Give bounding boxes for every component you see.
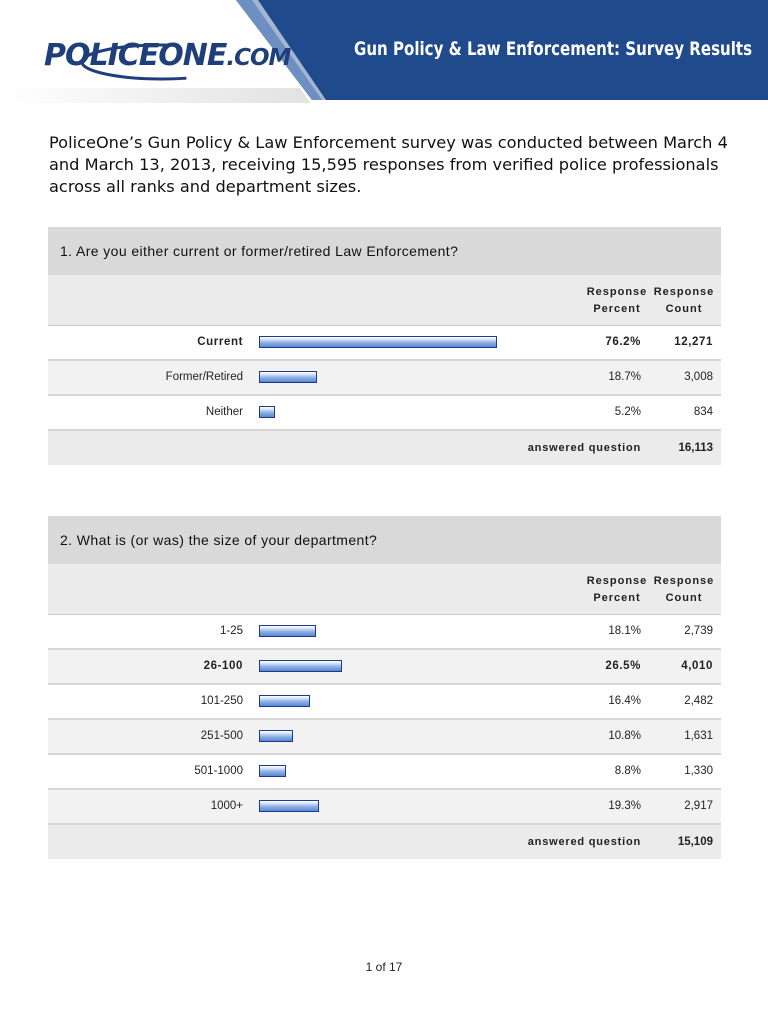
response-count: 1,631 [684, 730, 713, 742]
question-table-1 [48, 227, 721, 465]
response-rows [48, 615, 721, 825]
table-row [48, 650, 721, 685]
response-percent: 10.8% [608, 730, 641, 742]
table-header [48, 564, 721, 615]
response-rows [48, 326, 721, 431]
page-header [0, 0, 768, 103]
response-percent: 5.2% [614, 406, 641, 418]
header-response-percent: Response Percent [586, 286, 648, 315]
table-row [48, 396, 721, 431]
intro-paragraph: PoliceOne’s Gun Policy & Law Enforcement survey was conducted between March 4 and March 13, 2013, receiving 15,595 responses from verified police professionals across all ranks and department sizes. [49, 133, 728, 196]
response-percent: 16.4% [608, 695, 641, 707]
answered-count: 15,109 [677, 836, 713, 848]
response-percent: 8.8% [614, 765, 641, 777]
row-label: 26-100 [203, 660, 243, 672]
answered-row [48, 431, 721, 465]
row-label: 101-250 [200, 695, 243, 707]
response-count: 12,271 [674, 336, 713, 348]
header-response-percent: Response Percent [586, 575, 648, 604]
table-row [48, 326, 721, 361]
response-bar [259, 660, 342, 672]
response-bar [259, 730, 293, 742]
question-table-2 [48, 516, 721, 859]
header-response-count: Response Count [653, 286, 715, 315]
row-label: Neither [205, 406, 243, 418]
response-bar [259, 406, 275, 418]
row-label: 501-1000 [194, 765, 243, 777]
question-title: 2. What is (or was) the size of your department? [48, 516, 721, 564]
response-bar [259, 371, 317, 383]
logo-suffix: .COM [226, 45, 291, 71]
response-bar [259, 800, 319, 812]
table-row [48, 685, 721, 720]
response-count: 2,739 [684, 625, 713, 637]
response-bar [259, 336, 497, 348]
row-label: Former/Retired [165, 371, 243, 383]
response-bar [259, 765, 286, 777]
logo-text: POLICEONE [44, 38, 227, 73]
response-count: 2,482 [684, 695, 713, 707]
response-count: 1,330 [684, 765, 713, 777]
response-percent: 26.5% [605, 660, 641, 672]
answered-label: answered question [527, 442, 641, 454]
table-row [48, 790, 721, 825]
table-row [48, 720, 721, 755]
response-percent: 18.7% [608, 371, 641, 383]
header-response-count: Response Count [653, 575, 715, 604]
response-bar [259, 695, 310, 707]
row-label: 1-25 [219, 625, 243, 637]
row-label: 1000+ [210, 800, 243, 812]
row-label: 251-500 [200, 730, 243, 742]
response-count: 4,010 [681, 660, 713, 672]
response-percent: 18.1% [608, 625, 641, 637]
response-count: 2,917 [684, 800, 713, 812]
table-row [48, 361, 721, 396]
answered-row [48, 825, 721, 859]
table-row [48, 755, 721, 790]
response-count: 3,008 [684, 371, 713, 383]
table-row [48, 615, 721, 650]
policeone-logo[interactable] [44, 36, 291, 84]
table-header [48, 275, 721, 326]
answered-count: 16,113 [678, 442, 713, 454]
response-bar [259, 625, 316, 637]
response-percent: 76.2% [605, 336, 641, 348]
page-number: 1 of 17 [365, 960, 403, 974]
row-label: Current [197, 336, 243, 348]
response-percent: 19.3% [608, 800, 641, 812]
response-count: 834 [693, 406, 713, 418]
question-title: 1. Are you either current or former/retired Law Enforcement? [48, 227, 721, 275]
answered-label: answered question [527, 836, 641, 848]
page-title: Gun Policy & Law Enforcement: Survey Results [354, 38, 753, 60]
